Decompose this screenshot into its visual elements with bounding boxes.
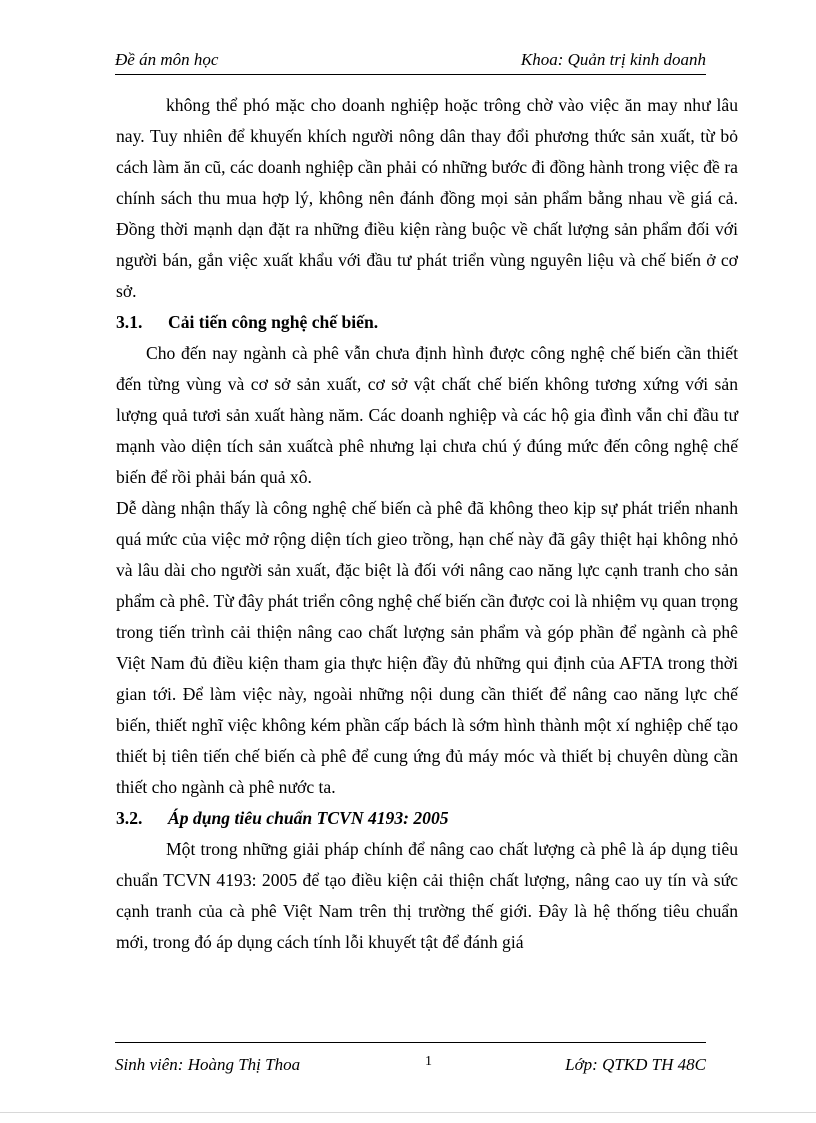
paragraph-processing-analysis: Dễ dàng nhận thấy là công nghệ chế biến cà phê đã không theo kịp sự phát triển nhanh quá mức của việc mở rộng diện tích gieo trồng, hạn chế này đã gây thiệt hại không nhỏ và lâu dài cho người sản xuất, đặc biệt là đối với nâng cao năng lực cạnh tranh cho sản phẩm cà phê. Từ đây phát triển công nghệ chế biến cần được coi là nhiệm vụ quan trọng trong tiến trình cải thiện nâng cao chất lượng sản phẩm và góp phần để ngành cà phê Việt Nam đủ điều kiện tham gia thực hiện đầy đủ những qui định của AFTA trong thời gian tới. Để làm việc này, ngoài những nội dung cần thiết để nâng cao năng lực chế biến, thiết nghĩ việc không kém phần cấp bách là sớm hình thành một xí nghiệp chế tạo thiết bị tiên tiến chế biến cà phê để cung ứng đủ máy móc và thiết bị chuyên dùng cần thiết cho ngành cà phê nước ta. bbox=[116, 498, 738, 797]
section-number: 3.1. bbox=[116, 312, 143, 332]
paragraph-standard: Một trong những giải pháp chính để nâng cao chất lượng cà phê là áp dụng tiêu chuẩn TCVN 4193: 2005 để tạo điều kiện cải thiện chất lượng, nâng cao uy tín và sức cạnh tranh của cà phê Việt Nam trên thị trường thế giới. Đây là hệ thống tiêu chuẩn mới, trong đó áp dụng cách tính lỗi khuyết tật để đánh giá bbox=[116, 839, 738, 952]
header-faculty: Khoa: Quản trị kinh doanh bbox=[520, 50, 706, 69]
page-footer bbox=[115, 1042, 706, 1073]
page-number: 1 bbox=[425, 1054, 432, 1069]
page-bottom-rule bbox=[0, 1112, 816, 1113]
section-title: Áp dụng tiêu chuẩn TCVN 4193: 2005 bbox=[168, 808, 449, 828]
page-content bbox=[116, 90, 738, 958]
page-header bbox=[115, 48, 706, 75]
section-heading-3-1 bbox=[116, 307, 738, 338]
footer-class: Lớp: QTKD TH 48C bbox=[565, 1055, 706, 1074]
section-number: 3.2. bbox=[116, 808, 143, 828]
footer-student: Sinh viên: Hoàng Thị Thoa bbox=[115, 1055, 301, 1074]
section-title: Cải tiến công nghệ chế biến. bbox=[168, 312, 379, 332]
header-course: Đề án môn học bbox=[115, 50, 219, 69]
section-heading-3-2 bbox=[116, 803, 738, 834]
paragraph-intro: không thể phó mặc cho doanh nghiệp hoặc trông chờ vào việc ăn may như lâu nay. Tuy nhiên để khuyến khích người nông dân thay đổi phương thức sản xuất, từ bỏ cách làm ăn cũ, các doanh nghiệp cần phải có những bước đi đồng hành trong việc đề ra chính sách thu mua hợp lý, không nên đánh đồng mọi sản phẩm bằng nhau về giá cả. Đồng thời mạnh dạn đặt ra những điều kiện ràng buộc về chất lượng sản phẩm đối với người bán, gắn việc xuất khẩu với đầu tư phát triển vùng nguyên liệu và chế biến ở cơ sở. bbox=[116, 95, 738, 301]
paragraph-processing-status: Cho đến nay ngành cà phê vẫn chưa định hình được công nghệ chế biến cần thiết đến từng vùng và cơ sở sản xuất, cơ sở vật chất chế biến không tương xứng với sản lượng quả tươi sản xuất hàng năm. Các doanh nghiệp và các hộ gia đình vẫn chỉ đầu tư mạnh vào diện tích sản xuấtcà phê nhưng lại chưa chú ý đúng mức đến công nghệ chế biến để rồi phải bán quả xô. bbox=[116, 343, 738, 487]
